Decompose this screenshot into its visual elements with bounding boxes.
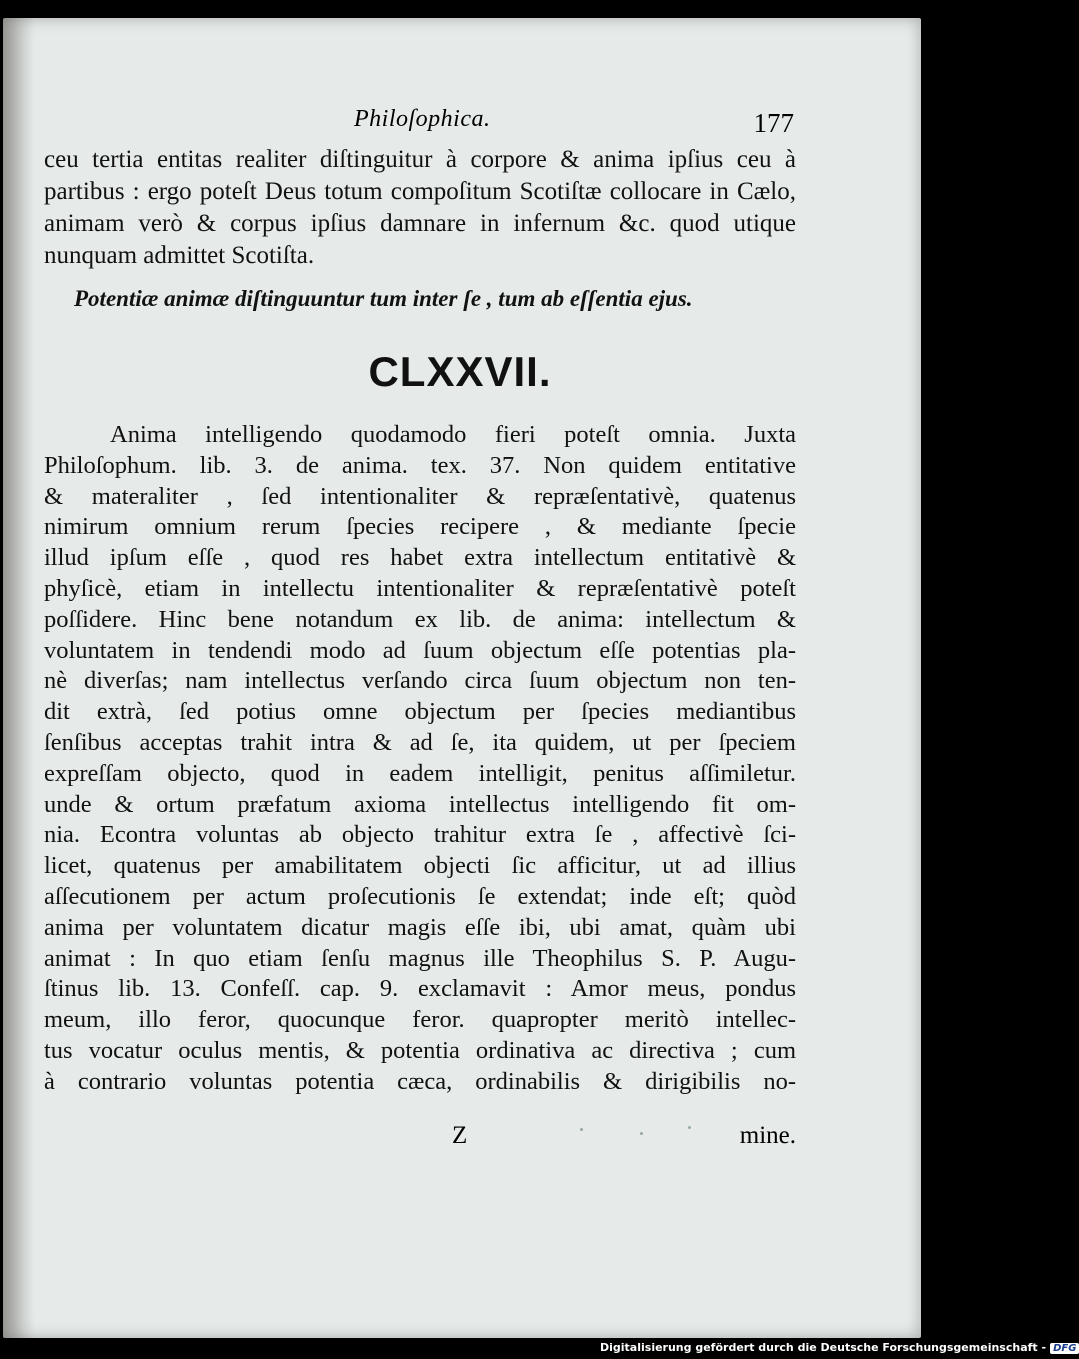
- body-line: nimirum omnium rerum ſpecies recipere , & mediante ſpecie: [44, 513, 796, 541]
- body-line: & materaliter , ſed intentionaliter & repræſentativè, quatenus: [44, 482, 796, 510]
- paragraph-1: ceu tertia entitas realiter diſtinguitur à corpore & anima ipſius ceu à partibus : ergo poteſt Deus totum compoſitum Scotiſtæ collocare in Cælo, animam verò & corpus ipſius damnare in infernum &c. quod utique nunquam admittet Scotiſta.: [44, 146, 796, 269]
- body-line: poſſidere. Hinc bene notandum ex lib. de anima: intellectum &: [44, 605, 796, 633]
- body-line: nè diverſas; nam intellectus verſando circa ſuum objectum non ten-: [44, 667, 796, 695]
- body-line: Anima intelligendo quodamodo fieri poteſt omnia. Juxta: [110, 421, 796, 448]
- running-head-title: Philoſophica.: [354, 106, 491, 132]
- page-number: 177: [753, 108, 794, 138]
- body-line: illud ipſum eſſe , quod res habet extra intellectum entitativè &: [44, 544, 796, 572]
- catchword: mine.: [739, 1122, 796, 1149]
- body-line: à contrario voluntas potentia cæca, ordinabilis & dirigibilis no-: [44, 1067, 796, 1095]
- dfg-logo: DFG: [1050, 1343, 1079, 1354]
- body-line: anima per voluntatem dicatur magis eſſe ibi, ubi amat, quàm ubi: [44, 913, 796, 941]
- body-line: voluntatem in tendendi modo ad ſuum objectum eſſe potentias pla-: [44, 636, 796, 664]
- paper-specks: [560, 1124, 700, 1144]
- funding-text: Digitalisierung gefördert durch die Deutsche Forschungsgemeinschaft -: [600, 1341, 1047, 1354]
- body-line: dit extrà, ſed potius omne objectum per ſpecies mediantibus: [44, 698, 796, 726]
- section-number: [0, 348, 1000, 396]
- body-line: Philoſophum. lib. 3. de anima. tex. 37. Non quidem entitative: [44, 451, 796, 479]
- body-line: meum, illo feror, quocunque feror. quapropter meritò intellec-: [44, 1006, 796, 1034]
- body-line: phyſicè, etiam in intellectu intentionaliter & repræſentativè poteſt: [44, 574, 796, 602]
- body-line: licet, quatenus per amabilitatem objecti ſic afficitur, ut ad illius: [44, 852, 796, 880]
- body-line: expreſſam objecto, quod in eadem intelligit, penitus aſſimiletur.: [44, 759, 796, 787]
- body-line: ſenſibus acceptas trahit intra & ad ſe, ita quidem, ut per ſpeciem: [44, 728, 796, 756]
- body-text: [44, 420, 796, 1098]
- body-line: nia. Econtra voluntas ab objecto trahitur extra ſe , affectivè ſci-: [44, 821, 796, 849]
- body-line: tus vocatur oculus mentis, & potentia ordinativa ac directiva ; cum: [44, 1036, 796, 1064]
- body-line: aſſecutionem per actum proſecutionis ſe extendat; inde eſt; quòd: [44, 882, 796, 910]
- running-head: [44, 106, 796, 142]
- section-number-text: CLXXVII.: [368, 348, 552, 395]
- funding-footer: [600, 1341, 1079, 1357]
- body-line: unde & ortum præfatum axioma intellectus intelligendo fit om-: [44, 790, 796, 818]
- signature-mark: Z: [452, 1122, 468, 1149]
- body-line: ſtinus lib. 13. Confeſſ. cap. 9. exclamavit : Amor meus, pondus: [44, 975, 796, 1003]
- body-line: animat : In quo etiam ſenſu magnus ille Theophilus S. P. Augu-: [44, 944, 796, 972]
- thesis-heading: Potentiæ animæ diſtinguuntur tum inter ſe , tum ab eſſentia ejus.: [74, 286, 693, 311]
